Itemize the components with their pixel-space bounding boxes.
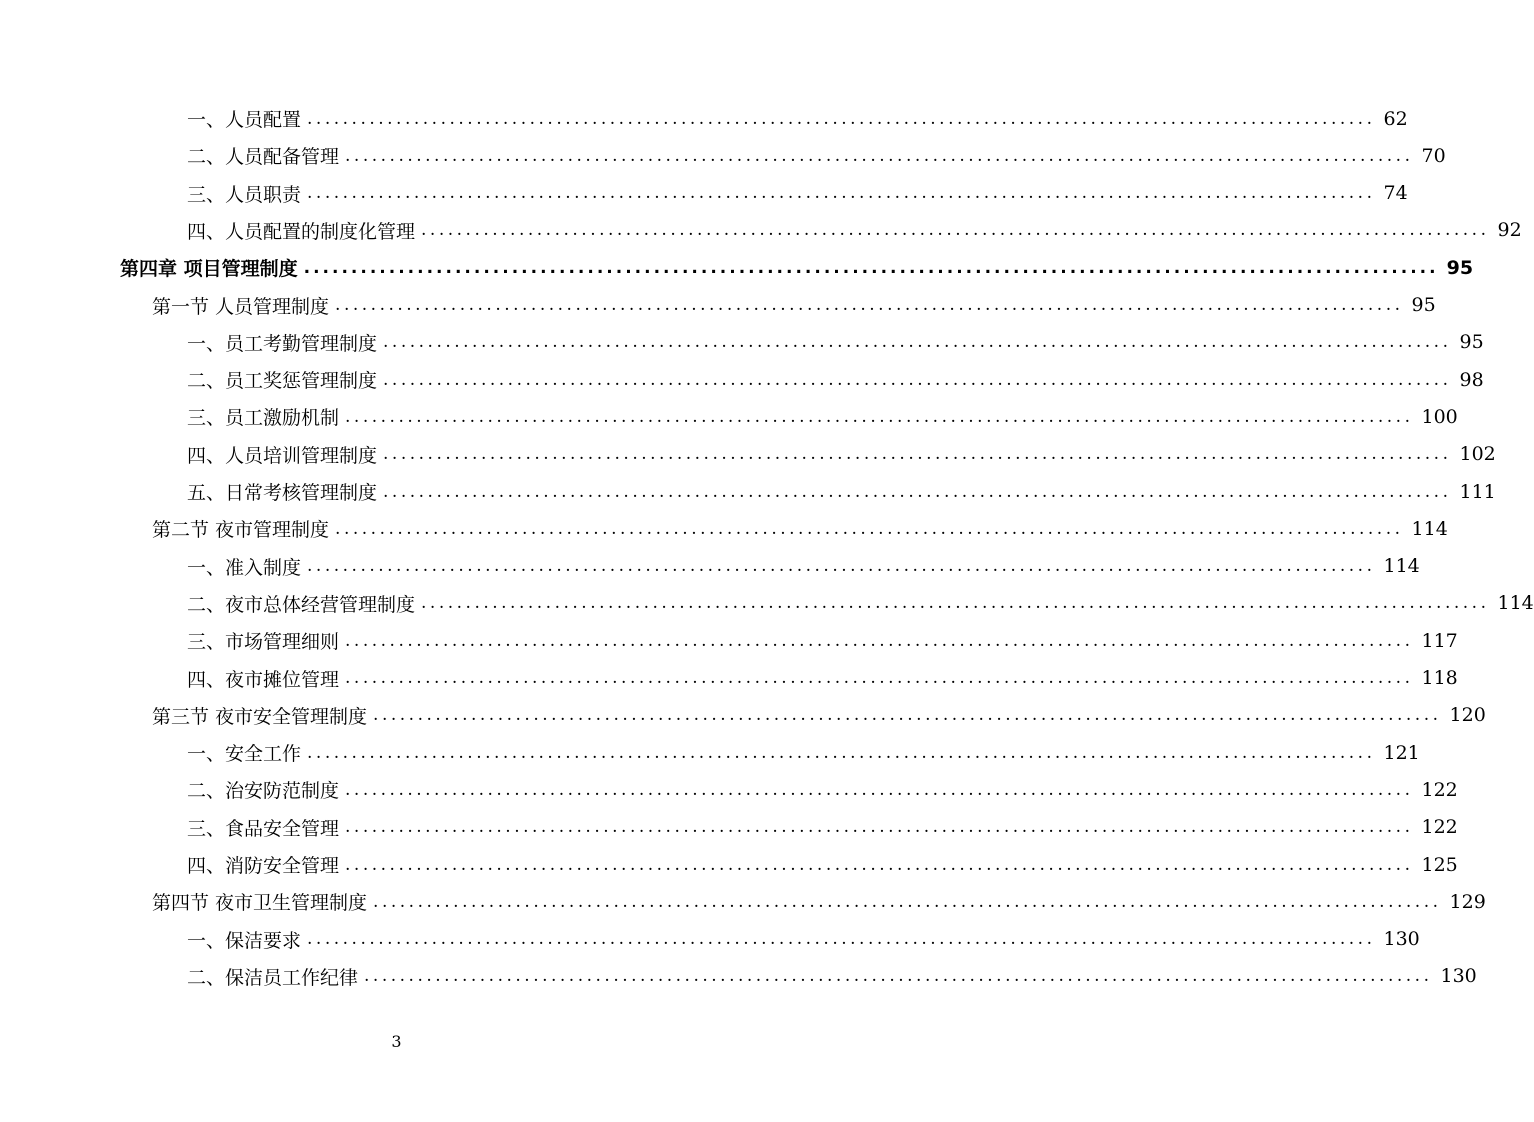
toc-entry-title: 四、消防安全管理 bbox=[187, 855, 340, 877]
toc-subsection-entry[interactable] bbox=[187, 622, 1458, 659]
toc-dot-leader: ........................................................................................................................ bbox=[383, 444, 1452, 465]
toc-entry-title: 三、员工激励机制 bbox=[187, 407, 340, 430]
toc-dot-leader: ........................................................................................................................ bbox=[307, 183, 1376, 204]
toc-subsection-entry[interactable] bbox=[187, 585, 1534, 622]
toc-subsection-entry[interactable] bbox=[187, 473, 1496, 510]
toc-entry-title: 第四节 夜市卫生管理制度 bbox=[152, 892, 368, 915]
toc-entry-title: 二、治安防范制度 bbox=[187, 780, 340, 803]
toc-entry-title: 四、夜市摊位管理 bbox=[187, 668, 340, 691]
toc-entry-page: 95 bbox=[1411, 294, 1436, 316]
toc-dot-leader: ........................................................................................................................ bbox=[373, 891, 1442, 912]
toc-dot-leader: ........................................................................................................................ bbox=[345, 779, 1414, 800]
toc-entry-page: 122 bbox=[1421, 816, 1458, 839]
toc-subsection-entry[interactable] bbox=[187, 921, 1420, 958]
toc-entry-title: 二、人员配备管理 bbox=[187, 146, 340, 169]
toc-entry-page: 118 bbox=[1421, 667, 1458, 689]
toc-entry-page: 130 bbox=[1440, 965, 1477, 988]
toc-entry-page: 95 bbox=[1459, 331, 1484, 354]
toc-section-entry[interactable] bbox=[152, 697, 1486, 734]
toc-entry-title: 一、保洁要求 bbox=[187, 929, 302, 952]
toc-subsection-entry[interactable] bbox=[187, 212, 1522, 249]
toc-entry-title: 第二节 夜市管理制度 bbox=[152, 519, 330, 542]
toc-subsection-entry[interactable] bbox=[187, 398, 1458, 435]
toc-entry-page: 95 bbox=[1446, 256, 1474, 279]
toc-entry-page: 129 bbox=[1449, 890, 1486, 913]
toc-dot-leader: ........................................................................................................................ bbox=[421, 220, 1490, 241]
toc-dot-leader: ........................................................................................................................ bbox=[383, 332, 1452, 353]
toc-dot-leader: ........................................................................................................................ bbox=[345, 145, 1414, 166]
toc-entry-page: 130 bbox=[1383, 928, 1420, 951]
toc-entry-page: 70 bbox=[1421, 144, 1446, 167]
toc-entry-title: 第一节 人员管理制度 bbox=[152, 295, 330, 318]
toc-entry-title: 四、人员配置的制度化管理 bbox=[187, 220, 416, 243]
toc-dot-leader: ........................................................................................................................ bbox=[303, 257, 1439, 278]
toc-entry-title: 一、安全工作 bbox=[187, 743, 302, 766]
toc-entry-title: 一、准入制度 bbox=[187, 556, 302, 579]
toc-entry-page: 98 bbox=[1459, 368, 1484, 391]
toc-dot-leader: ........................................................................................................................ bbox=[383, 481, 1452, 502]
toc-dot-leader: ........................................................................................................................ bbox=[307, 929, 1376, 950]
toc-dot-leader: ........................................................................................................................ bbox=[345, 630, 1414, 651]
toc-entry-page: 114 bbox=[1497, 592, 1534, 615]
toc-entry-title: 第三节 夜市安全管理制度 bbox=[152, 705, 368, 728]
toc-dot-leader: ........................................................................................................................ bbox=[383, 369, 1452, 390]
toc-subsection-entry[interactable] bbox=[187, 846, 1458, 883]
toc-subsection-entry[interactable] bbox=[187, 548, 1420, 585]
toc-subsection-entry[interactable] bbox=[187, 771, 1458, 808]
toc-dot-leader: ........................................................................................................................ bbox=[307, 108, 1376, 129]
toc-entry-title: 四、人员培训管理制度 bbox=[187, 444, 378, 467]
toc-subsection-entry[interactable] bbox=[187, 324, 1484, 361]
toc-subsection-entry[interactable] bbox=[187, 734, 1420, 771]
toc-chapter-entry[interactable] bbox=[120, 249, 1474, 286]
toc-entry-title: 一、员工考勤管理制度 bbox=[187, 332, 378, 355]
toc-entry-page: 121 bbox=[1383, 741, 1420, 764]
toc-entry-page: 74 bbox=[1383, 182, 1408, 205]
toc-dot-leader: ........................................................................................................................ bbox=[373, 705, 1442, 726]
toc-entry-title: 一、人员配置 bbox=[187, 109, 302, 131]
toc-subsection-entry[interactable] bbox=[187, 137, 1446, 174]
toc-entry-page: 92 bbox=[1497, 219, 1522, 242]
toc-entry-page: 114 bbox=[1383, 555, 1420, 578]
toc-entry-page: 102 bbox=[1459, 443, 1496, 466]
toc-dot-leader: ........................................................................................................................ bbox=[345, 406, 1414, 427]
toc-subsection-entry[interactable] bbox=[187, 958, 1477, 995]
toc-entry-title: 二、员工奖惩管理制度 bbox=[187, 370, 378, 393]
toc-entry-page: 122 bbox=[1421, 778, 1458, 801]
toc-entry-title: 三、人员职责 bbox=[187, 183, 302, 206]
toc-subsection-entry[interactable] bbox=[187, 100, 1408, 137]
toc-dot-leader: ........................................................................................................................ bbox=[335, 295, 1404, 315]
toc-dot-leader: ........................................................................................................................ bbox=[345, 854, 1414, 875]
toc-entry-page: 117 bbox=[1421, 629, 1458, 652]
toc-subsection-entry[interactable] bbox=[187, 660, 1458, 697]
toc-dot-leader: ........................................................................................................................ bbox=[345, 817, 1414, 838]
toc-dot-leader: ........................................................................................................................ bbox=[335, 518, 1404, 539]
toc-entry-page: 111 bbox=[1459, 480, 1496, 503]
toc-entry-page: 62 bbox=[1383, 107, 1408, 130]
toc-entry-title: 三、市场管理细则 bbox=[187, 631, 340, 654]
toc-dot-leader: ........................................................................................................................ bbox=[307, 742, 1376, 763]
toc-dot-leader: ........................................................................................................................ bbox=[345, 668, 1414, 688]
toc-entry-title: 二、保洁员工作纪律 bbox=[187, 966, 359, 989]
toc-entry-page: 120 bbox=[1449, 704, 1486, 727]
toc-dot-leader: ........................................................................................................................ bbox=[421, 593, 1490, 614]
toc-subsection-entry[interactable] bbox=[187, 175, 1408, 212]
toc-subsection-entry[interactable] bbox=[187, 809, 1458, 846]
page-number: 3 bbox=[391, 1032, 402, 1051]
toc-entry-page: 114 bbox=[1411, 517, 1448, 540]
toc-entry-title: 二、夜市总体经营管理制度 bbox=[187, 593, 416, 616]
toc-section-entry[interactable] bbox=[152, 883, 1486, 920]
toc-entry-page: 125 bbox=[1421, 853, 1458, 876]
toc-entry-title: 五、日常考核管理制度 bbox=[187, 482, 378, 504]
toc-entry-page: 100 bbox=[1421, 405, 1458, 428]
toc-entry-title: 第四章 项目管理制度 bbox=[120, 258, 298, 281]
toc-subsection-entry[interactable] bbox=[187, 361, 1484, 398]
toc-dot-leader: ........................................................................................................................ bbox=[364, 966, 1433, 987]
toc-entry-title: 三、食品安全管理 bbox=[187, 817, 340, 840]
toc-dot-leader: ........................................................................................................................ bbox=[307, 556, 1376, 577]
toc-subsection-entry[interactable] bbox=[187, 436, 1496, 473]
toc-section-entry[interactable] bbox=[152, 510, 1448, 547]
toc-section-entry[interactable] bbox=[152, 287, 1436, 324]
